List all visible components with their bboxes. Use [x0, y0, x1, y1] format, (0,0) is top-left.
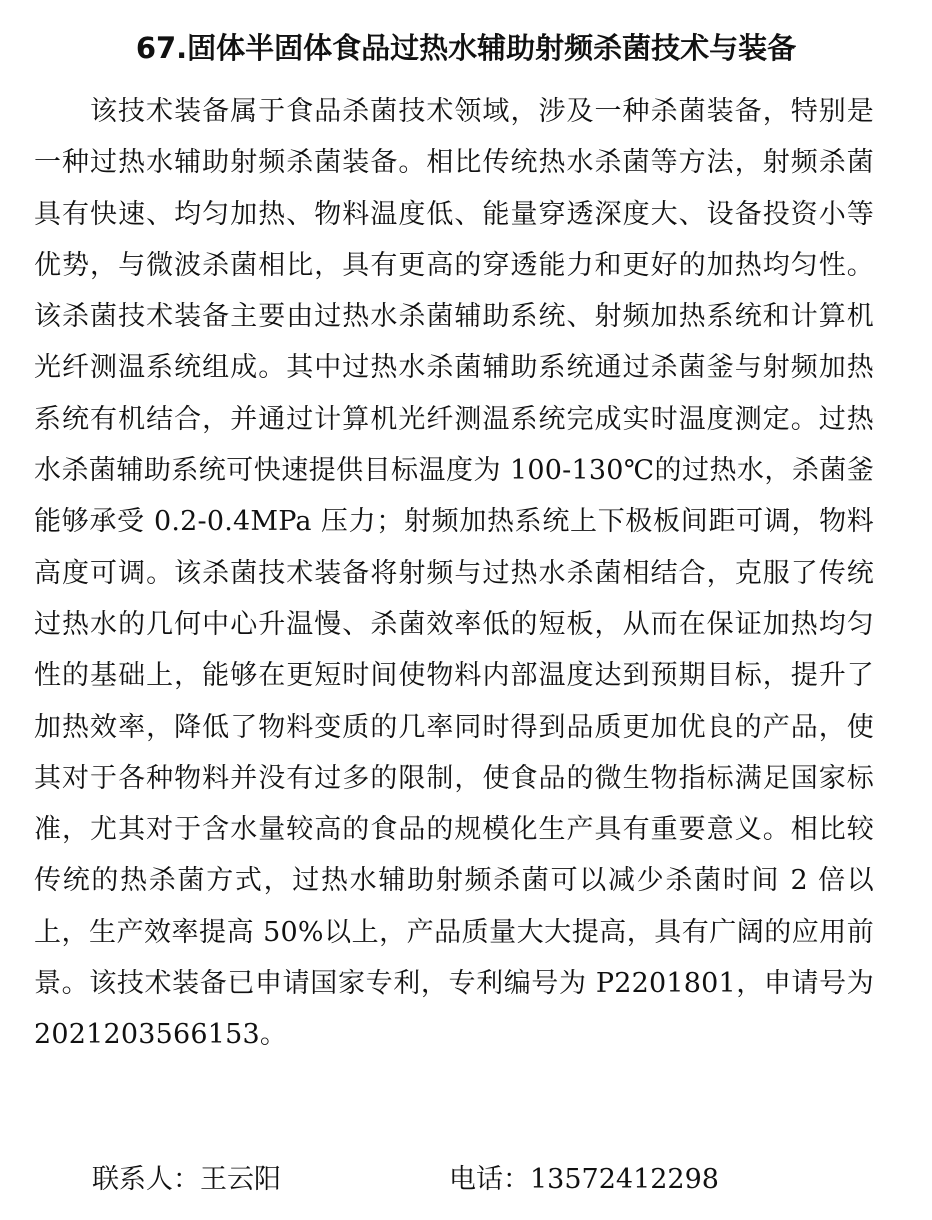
- contact-phone: 电话：13572412298: [449, 1164, 719, 1195]
- document-title: 67.固体半固体食品过热水辅助射频杀菌技术与装备: [135, 31, 797, 65]
- contact-person: 联系人：王云阳: [92, 1164, 281, 1195]
- body-paragraph: 该技术装备属于食品杀菌技术领域，涉及一种杀菌装备，特别是一种过热水辅助射频杀菌装备。相比传统热水杀菌等方法，射频杀菌具有快速、均匀加热、物料温度低、能量穿透深度大、设备投资小等优势，与微波杀菌相比，具有更高的穿透能力和更好的加热均匀性。该杀菌技术装备主要由过热水杀菌辅助系统、射频加热系统和计算机光纤测温系统组成。其中过热水杀菌辅助系统通过杀菌釜与射频加热系统有机结合，并通过计算机光纤测温系统完成实时温度测定。过热水杀菌辅助系统可快速提供目标温度为 100-130℃的过热水，杀菌釜能够承受 0.2-0.4MPa 压力；射频加热系统上下极板间距可调，物料高度可调。该杀菌技术装备将射频与过热水杀菌相结合，克服了传统过热水的几何中心升温慢、杀菌效率低的短板，从而在保证加热均匀性的基础上，能够在更短时间使物料内部温度达到预期目标，提升了加热效率，降低了物料变质的几率同时得到品质更加优良的产品，使其对于各种物料并没有过多的限制，使食品的微生物指标满足国家标准，尤其对于含水量较高的食品的规模化生产具有重要意义。相比较传统的热杀菌方式，过热水辅助射频杀菌可以减少杀菌时间 2 倍以上，生产效率提高 50%以上，产品质量大大提高，具有广阔的应用前景。该技术装备已申请国家专利，专利编号为 P2201801，申请号为 2021203566153。: [34, 96, 874, 1051]
